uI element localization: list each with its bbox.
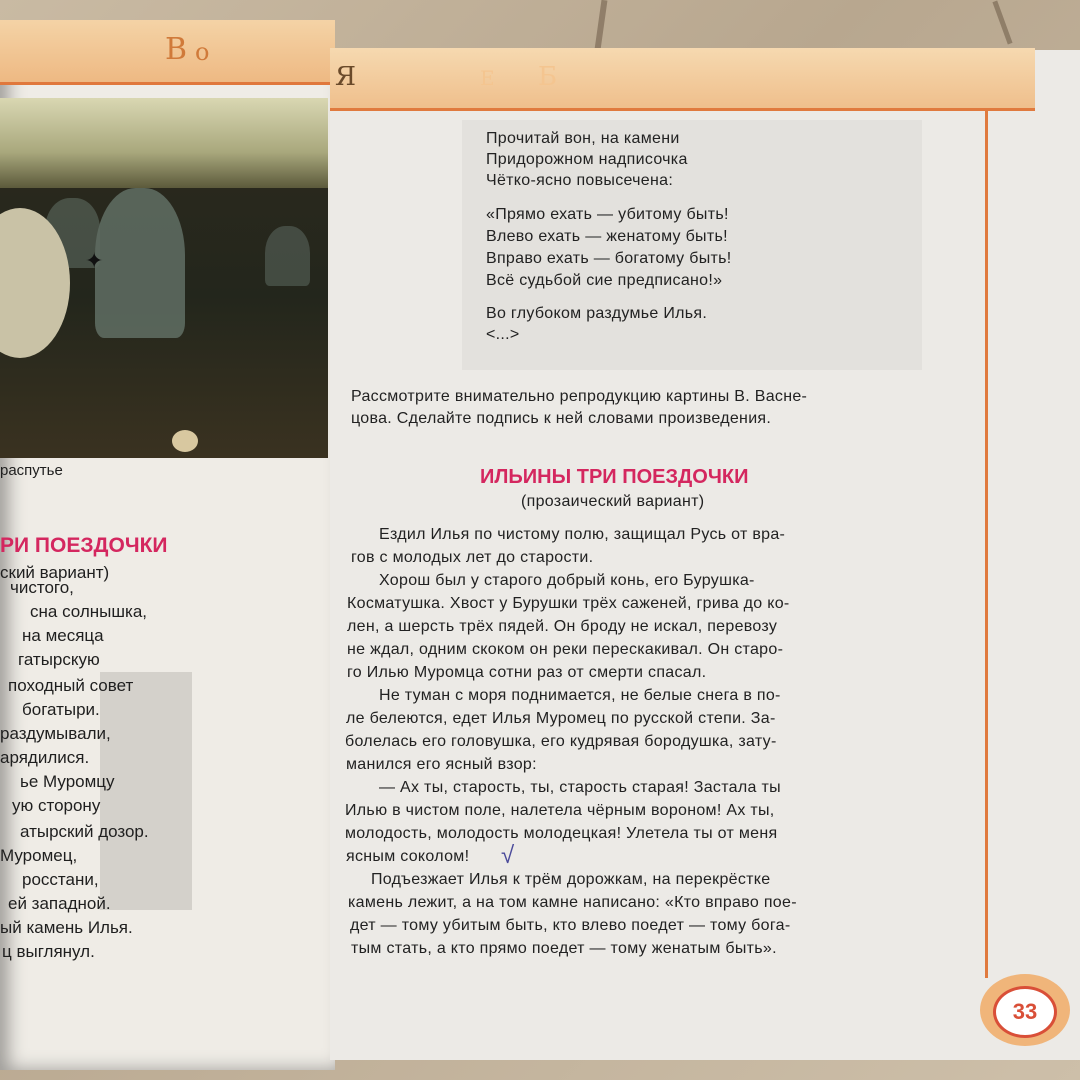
painting-caption: распутье <box>0 462 63 479</box>
painting-reproduction <box>0 98 328 458</box>
left-poem-line: атырский дозор. <box>20 822 149 841</box>
poem-line: «Прямо ехать — убитому быть! <box>486 206 729 223</box>
left-poem-line: ую сторону <box>12 796 101 815</box>
prose-line: Илью в чистом поле, налетела чёрным вороном! Ах ты, <box>345 802 775 819</box>
prose-line: Ездил Илья по чистому полю, защищал Русь от вра- <box>379 526 786 543</box>
prose-line: — Ах ты, старость, ты, старость старая! Застала ты <box>379 779 781 796</box>
prose-line: Подъезжает Илья к трём дорожкам, на перекрёстке <box>371 871 771 888</box>
prose-line: манился его ясный взор: <box>346 756 537 773</box>
prose-line: гов с молодых лет до старости. <box>351 549 594 566</box>
left-poem-line: богатыри. <box>22 700 100 719</box>
left-section-subtitle: ский вариант) <box>0 563 110 582</box>
painting-stone <box>95 188 185 338</box>
painting-sky <box>0 98 328 188</box>
left-poem-line: на месяца <box>22 626 104 645</box>
left-poem-line: ей западной. <box>8 894 111 913</box>
prose-line: Косматушка. Хвост у Бурушки трёх саженей, грива до ко- <box>347 595 790 612</box>
prose-line: тым стать, а кто прямо поедет — тому женатым быть». <box>351 940 777 957</box>
prose-line: не ждал, одним скоком он реки перескакивал. Он старо- <box>347 641 784 658</box>
left-poem-line: ый камень Илья. <box>0 918 133 937</box>
band-letter: В <box>165 32 188 67</box>
prose-line: ясным соколом! <box>346 848 470 865</box>
task-line: Рассмотрите внимательно репродукцию картины В. Васне- <box>351 388 808 405</box>
left-poem-line: росстани, <box>22 870 99 889</box>
prose-line: болелась его головушка, его кудрявая бородушка, зату- <box>345 733 777 750</box>
left-header-band <box>0 20 335 85</box>
left-poem-line: походный совет <box>8 676 134 695</box>
left-poem-line: чистого, <box>10 578 74 597</box>
prose-line: го Илью Муромца сотни раз от смерти спасал. <box>347 664 707 681</box>
poem-line: Всё судьбой сие предписано!» <box>486 272 723 289</box>
band-letter: о <box>195 38 210 66</box>
left-poem-line: сна солнышка, <box>30 602 147 621</box>
prose-line: ле белеются, едет Илья Муромец по русской степи. За- <box>346 710 776 727</box>
poem-line: Чётко-ясно повысечена: <box>486 172 674 189</box>
prose-line: камень лежит, а на том камне написано: «Кто вправо пое- <box>348 894 797 911</box>
prose-line: молодость, молодость молодецкая! Улетела ты от меня <box>345 825 778 842</box>
left-poem-line: раздумывали, <box>0 724 111 743</box>
band-letter: Я <box>335 62 356 92</box>
poem-line: Во глубоком раздумье Илья. <box>486 305 708 322</box>
left-poem-line: ье Муромцу <box>20 772 115 791</box>
band-letter: Е <box>480 66 495 90</box>
page-margin-line <box>985 108 988 978</box>
prose-line: лен, а шерсть трёх пядей. Он броду не искал, перевозу <box>347 618 778 635</box>
left-poem-line: ц выглянул. <box>2 942 95 961</box>
story-title: ИЛЬИНЫ ТРИ ПОЕЗДОЧКИ <box>480 466 749 488</box>
prose-line: дет — тому убитым быть, кто влево поедет — тому бога- <box>350 917 791 934</box>
poem-line: Придорожном надписочка <box>486 151 688 168</box>
prose-line: Хорош был у старого добрый конь, его Бурушка- <box>379 572 755 589</box>
pencil-check-mark: √ <box>501 842 515 869</box>
poem-line: <...> <box>486 326 520 343</box>
task-line: цова. Сделайте подпись к ней словами произведения. <box>351 410 772 427</box>
left-poem-line: гатырскую <box>18 650 100 669</box>
left-page <box>0 20 335 1070</box>
poem-line: Вправо ехать — богатому быть! <box>486 250 732 267</box>
left-poem-line: Муромец, <box>0 846 78 865</box>
painting-raven-icon: ✦ <box>85 248 104 273</box>
band-letter: Б <box>538 62 558 92</box>
left-poem-line: арядилися. <box>0 748 90 767</box>
poem-line: Влево ехать — женатому быть! <box>486 228 728 245</box>
story-subtitle: (прозаический вариант) <box>521 493 705 510</box>
page-number: 33 <box>993 986 1057 1038</box>
painting-stone <box>265 226 310 286</box>
prose-line: Не туман с моря поднимается, не белые снега в по- <box>379 687 781 704</box>
painting-skull <box>172 430 198 452</box>
poem-line: Прочитай вон, на камени <box>486 130 680 147</box>
left-section-title: РИ ПОЕЗДОЧКИ <box>0 534 168 557</box>
right-header-band <box>330 48 1035 111</box>
